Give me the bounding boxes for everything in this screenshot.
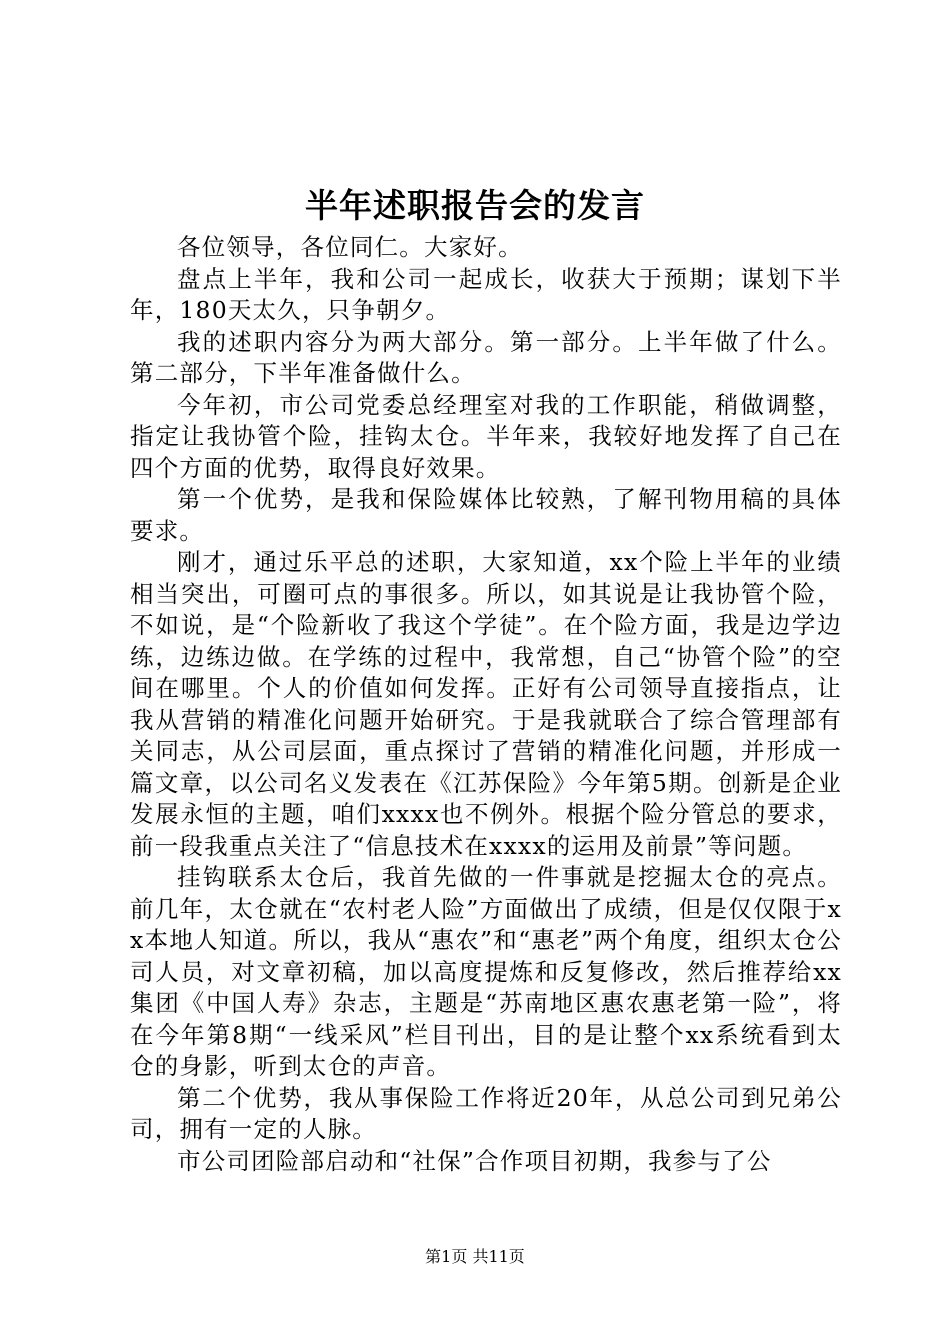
paragraph-greeting: 各位领导，各位同仁。大家好。 <box>177 233 523 261</box>
paragraph-social-security: 市公司团险部启动和“社保”合作项目初期，我参与了公 <box>177 1146 772 1175</box>
page-footer: 第1页 共11页 <box>425 1247 525 1266</box>
paragraph-intro: 盘点上半年，我和公司一起成长，收获大于预期；谋划下半年，180天太久，只争朝夕。 <box>130 264 842 324</box>
paragraph-advantage-1: 第一个优势，是我和保险媒体比较熟，了解刊物用稿的具体要求。 <box>130 485 842 545</box>
paragraph-taicang: 挂钩联系太仓后，我首先做的一件事就是挖掘太仓的亮点。前几年，太仓就在“农村老人险”方面做出了成绩，但是仅仅限于xx本地人知道。所以，我从“惠农”和“惠老”两个角度，组织太仓公司人员，对文章初稿，加以高度提炼和反复修改，然后推荐给xx集团《中国人寿》杂志，主题是“苏南地区惠农惠老第一险”，将在今年第8期“一线采风”栏目刊出，目的是让整个xx系统看到太仓的身影，听到太仓的声音。 <box>130 863 842 1080</box>
paragraph-advantage-2: 第二个优势，我从事保险工作将近20年，从总公司到兄弟公司，拥有一定的人脉。 <box>130 1083 842 1143</box>
document-body <box>130 232 842 1177</box>
paragraph-outline: 我的述职内容分为两大部分。第一部分。上半年做了什么。第二部分，下半年准备做什么。 <box>130 327 842 387</box>
paragraph-role: 今年初，市公司党委总经理室对我的工作职能，稍做调整，指定让我协管个险，挂钩太仓。半年来，我较好地发挥了自己在四个方面的优势，取得良好效果。 <box>130 390 842 482</box>
paragraph-individual-insurance: 刚才，通过乐平总的述职，大家知道，xx个险上半年的业绩相当突出，可圈可点的事很多。所以，如其说是让我协管个险，不如说，是“个险新收了我这个学徒”。在个险方面，我是边学边练，边练边做。在学练的过程中，我常想，自己“协管个险”的空间在哪里。个人的价值如何发挥。正好有公司领导直接指点，让我从营销的精准化问题开始研究。于是我就联合了综合管理部有关同志，从公司层面，重点探讨了营销的精准化问题，并形成一篇文章，以公司名义发表在《江苏保险》今年第5期。创新是企业发展永恒的主题，咱们xxxx也不例外。根据个险分管总的要求，前一段我重点关注了“信息技术在xxxx的运用及前景”等问题。 <box>130 548 842 860</box>
document-title: 半年述职报告会的发言 <box>305 186 645 225</box>
